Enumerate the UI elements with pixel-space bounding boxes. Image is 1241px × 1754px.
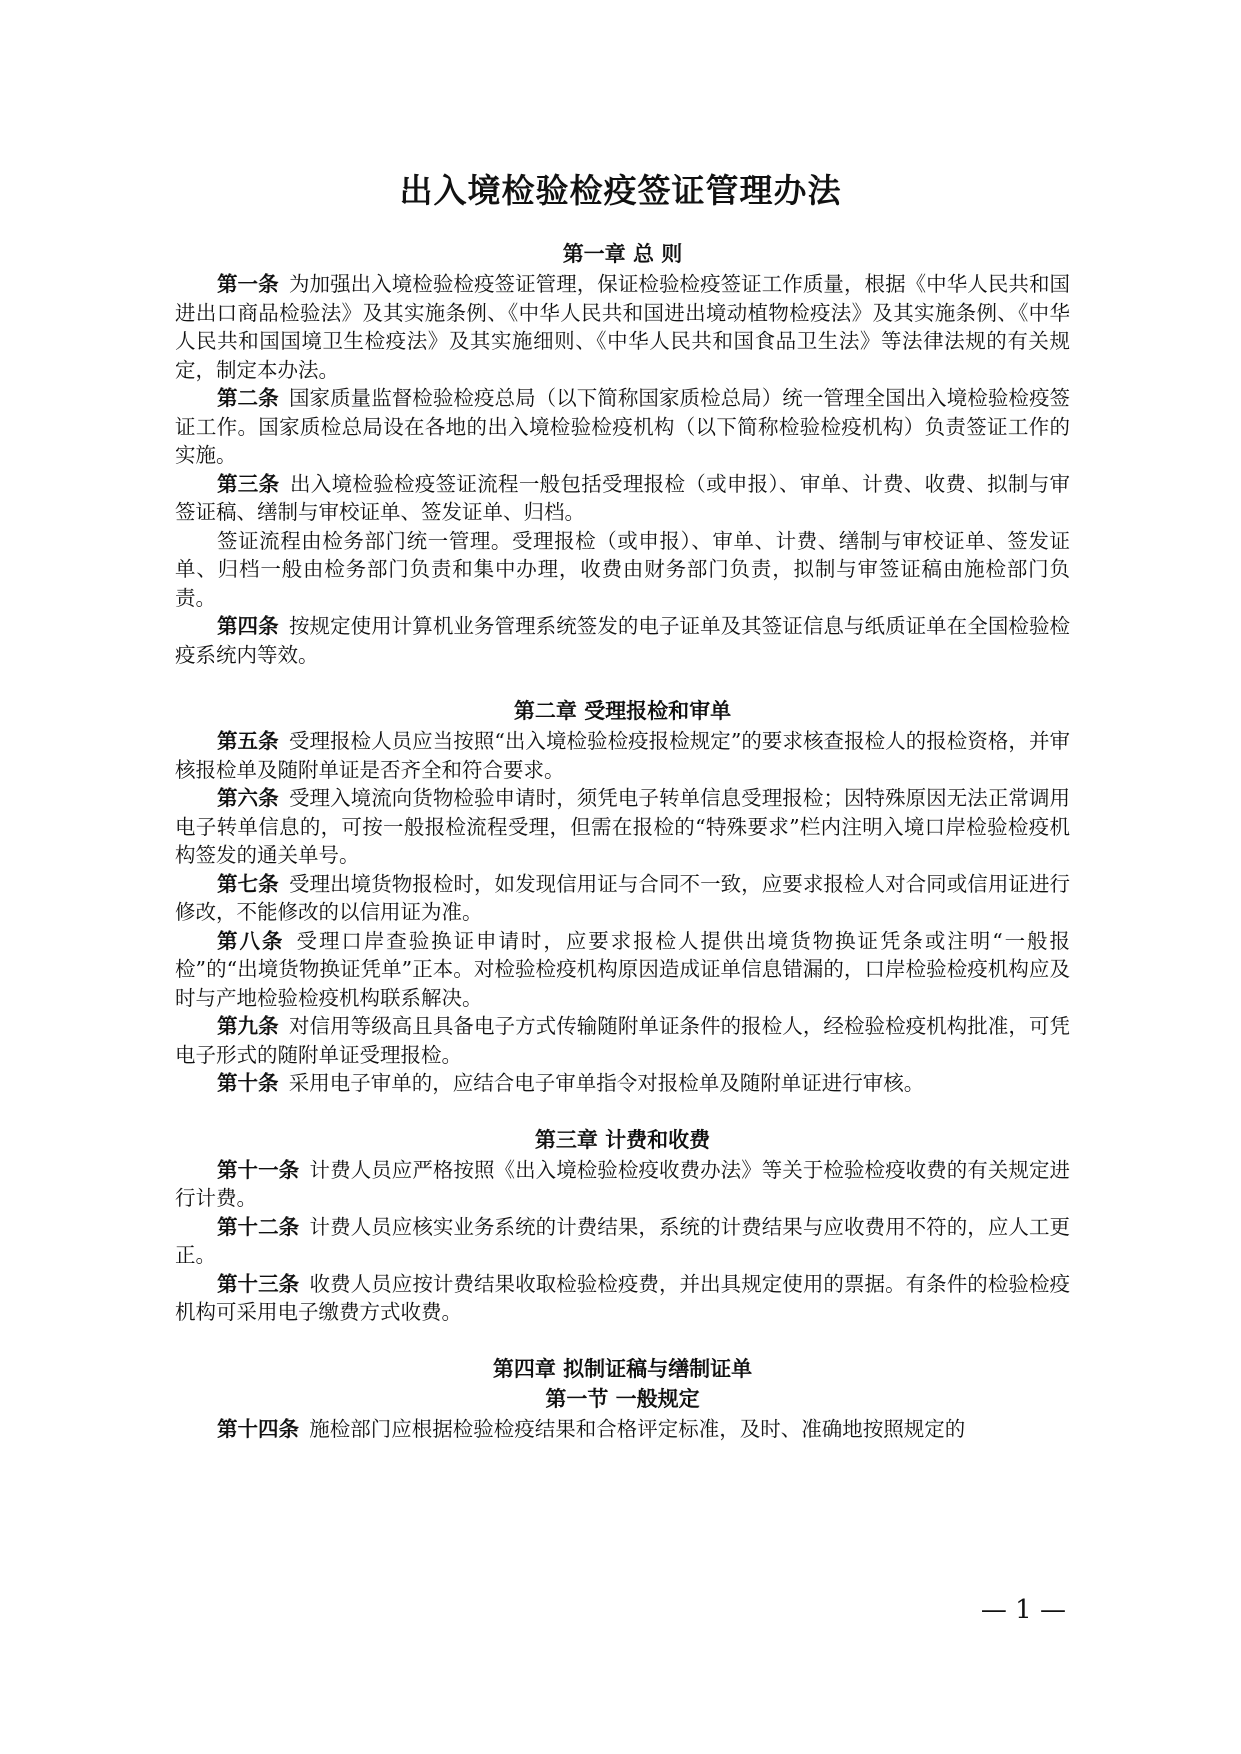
article-label: 第六条: [217, 786, 279, 810]
article-label: 第三条: [217, 471, 280, 496]
article-paragraph: [175, 1270, 1070, 1327]
article-text: 对信用等级高且具备电子方式传输随附单证条件的报检人，经检验检疫机构批准，可凭电子形式的随附单证受理报检。: [175, 1014, 1071, 1067]
article-text: 收费人员应按计费结果收取检验检疫费，并出具规定使用的票据。有条件的检验检疫机构可采用电子缴费方式收费。: [175, 1271, 1071, 1324]
article-label: 第五条: [217, 729, 279, 753]
article-label: 第二条: [217, 386, 279, 410]
article-text: 为加强出入境检验检疫签证管理，保证检验检疫签证工作质量，根据《中华人民共和国进出口商品检验法》及其实施条例、《中华人民共和国进出境动植物检疫法》及其实施条例、《中华人民共和国国境卫生检疫法》及其实施细则、《中华人民共和国食品卫生法》等法律法规的有关规定，制定本办法。: [175, 272, 1071, 382]
article-text: 受理口岸查验换证申请时，应要求报检人提供出境货物换证凭条或注明“一般报检”的“出境货物换证凭单”正本。对检验检疫机构原因造成证单信息错漏的，口岸检验检疫机构应及时与产地检验检疫机构联系解决。: [175, 928, 1070, 1010]
page-number: — 1 —: [980, 1595, 1066, 1625]
article-paragraph: [175, 1069, 1070, 1098]
article-label: 第一条: [217, 272, 279, 296]
article-text: 采用电子审单的，应结合电子审单指令对报检单及随附单证进行审核。: [288, 1071, 925, 1095]
chapter-heading: 第一章 总 则: [562, 242, 683, 266]
article-text: 受理报检人员应当按照“出入境检验检疫报检规定”的要求核查报检人的报检资格，并审核报检单及随附单证是否齐全和符合要求。: [175, 729, 1071, 782]
chapter-heading: 第二章 受理报检和审单: [513, 699, 732, 723]
article-paragraph: [175, 1213, 1070, 1270]
article-label: 第七条: [217, 871, 279, 896]
article-paragraph: [175, 1415, 1070, 1444]
article-paragraph: [175, 384, 1070, 470]
article-paragraph: [175, 527, 1070, 613]
article-label: 第九条: [217, 1014, 279, 1038]
article-label: 第十条: [217, 1071, 279, 1095]
article-text: 出入境检验检疫签证流程一般包括受理报检（或申报）、审单、计费、收费、拟制与审签证稿、缮制与审校证单、签发证单、归档。: [175, 471, 1071, 524]
article-text: 签证流程由检务部门统一管理。受理报检（或申报）、审单、计费、缮制与审校证单、签发证单、归档一般由检务部门负责和集中办理，收费由财务部门负责，拟制与审签证稿由施检部门负责。: [175, 528, 1070, 610]
article-label: 第十三条: [217, 1271, 300, 1296]
article-text: 受理出境货物报检时，如发现信用证与合同不一致，应要求报检人对合同或信用证进行修改，不能修改的以信用证为准。: [175, 871, 1071, 924]
article-paragraph: [175, 470, 1070, 527]
article-text: 按规定使用计算机业务管理系统签发的电子证单及其签证信息与纸质证单在全国检验检疫系统内等效。: [175, 614, 1071, 667]
article-paragraph: [175, 784, 1070, 870]
article-paragraph: [175, 870, 1070, 927]
article-text: 国家质量监督检验检疫总局（以下简称国家质检总局）统一管理全国出入境检验检疫签证工作。国家质检总局设在各地的出入境检验检疫机构（以下简称检验检疫机构）负责签证工作的实施。: [175, 386, 1071, 467]
article-text: 施检部门应根据检验检疫结果和合格评定标准，及时、准确地按照规定的: [309, 1416, 966, 1441]
article-paragraph: [175, 612, 1070, 669]
article-label: 第十二条: [217, 1214, 300, 1239]
article-text: 计费人员应核实业务系统的计费结果，系统的计费结果与应收费用不符的，应人工更正。: [175, 1214, 1071, 1267]
article-label: 第十一条: [217, 1157, 300, 1182]
article-paragraph: [175, 727, 1070, 784]
article-text: 计费人员应严格按照《出入境检验检疫收费办法》等关于检验检疫收费的有关规定进行计费。: [175, 1157, 1071, 1210]
article-label: 第十四条: [217, 1416, 299, 1441]
document-body: [175, 240, 1070, 1443]
article-label: 第八条: [217, 928, 285, 953]
chapter-heading: 第三章 计费和收费: [534, 1127, 711, 1152]
article-paragraph: [175, 270, 1070, 384]
document-title: 出入境检验检疫签证管理办法: [399, 171, 842, 210]
section-heading: 第一节 一般规定: [545, 1386, 700, 1411]
article-paragraph: [175, 1156, 1070, 1213]
article-text: 受理入境流向货物检验申请时，须凭电子转单信息受理报检；因特殊原因无法正常调用电子转单信息的，可按一般报检流程受理，但需在报检的“特殊要求”栏内注明入境口岸检验检疫机构签发的通关单号。: [175, 786, 1071, 867]
article-paragraph: [175, 927, 1070, 1013]
chapter-heading: 第四章 拟制证稿与缮制证单: [492, 1356, 753, 1381]
article-label: 第四条: [217, 614, 279, 638]
article-paragraph: [175, 1012, 1070, 1069]
